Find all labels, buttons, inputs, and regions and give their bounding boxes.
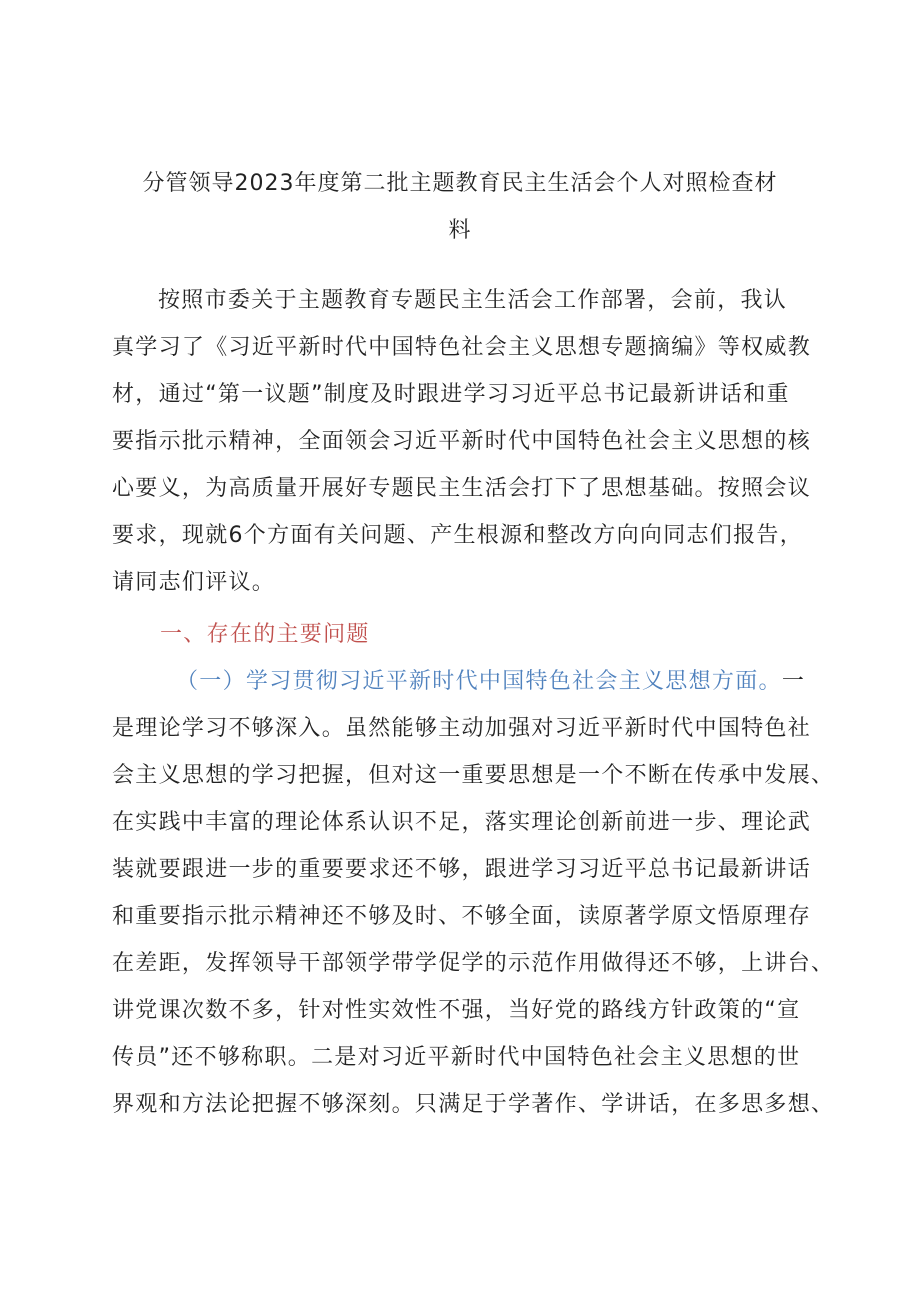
intro-paragraph-line: 材，通过“第一议题”制度及时跟进学习习近平总书记最新讲话和重	[112, 382, 790, 407]
intro-paragraph-line: 要指示批示精神，全面领会习近平新时代中国特色社会主义思想的核	[112, 429, 812, 454]
body-paragraph-line: 装就要跟进一步的重要要求还不够，跟进学习习近平总书记最新讲话	[112, 857, 812, 882]
intro-paragraph-line: 按照市委关于主题教育专题民主生活会工作部署，会前，我认	[158, 288, 788, 313]
body-paragraph-line: 会主义思想的学习把握，但对这一重要思想是一个不断在传承中发展、	[112, 763, 835, 788]
body-paragraph-line: 是理论学习不够深入。虽然能够主动加强对习近平新时代中国特色社	[112, 716, 812, 741]
body-paragraph-line: 在差距，发挥领导干部领学带学促学的示范作用做得还不够，上讲台、	[112, 951, 835, 976]
section-heading: 一、存在的主要问题	[160, 622, 370, 647]
body-paragraph-line: 讲党课次数不多，针对性实效性不强，当好党的路线方针政策的“宣	[112, 998, 801, 1023]
subsection-heading: （一）学习贯彻习近平新时代中国特色社会主义思想方面。	[176, 669, 782, 694]
body-paragraph-line: 在实践中丰富的理论体系认识不足，落实理论创新前进一步、理论武	[112, 810, 812, 835]
intro-paragraph-line: 心要义，为高质量开展好专题民主生活会打下了思想基础。按照会议	[112, 476, 812, 501]
intro-paragraph-line: 请同志们评议。	[112, 570, 276, 595]
document-title-line-1: 分管领导2023年度第二批主题教育民主生活会个人对照检查材	[142, 171, 778, 196]
intro-paragraph-line: 要求，现就6个方面有关问题、产生根源和整改方向向同志们报告，	[112, 523, 803, 548]
body-paragraph-line: 界观和方法论把握不够深刻。只满足于学著作、学讲话，在多思多想、	[112, 1092, 835, 1117]
subsection-heading-tail: 一	[781, 669, 806, 694]
document-title-line-2: 料	[448, 218, 472, 243]
intro-paragraph-line: 真学习了《习近平新时代中国特色社会主义思想专题摘编》等权威教	[112, 335, 812, 360]
body-paragraph-line: 和重要指示批示精神还不够及时、不够全面，读原著学原文悟原理存	[112, 904, 812, 929]
body-paragraph-line: 传员”还不够称职。二是对习近平新时代中国特色社会主义思想的世	[112, 1045, 801, 1070]
subsection-heading-line	[176, 667, 876, 697]
